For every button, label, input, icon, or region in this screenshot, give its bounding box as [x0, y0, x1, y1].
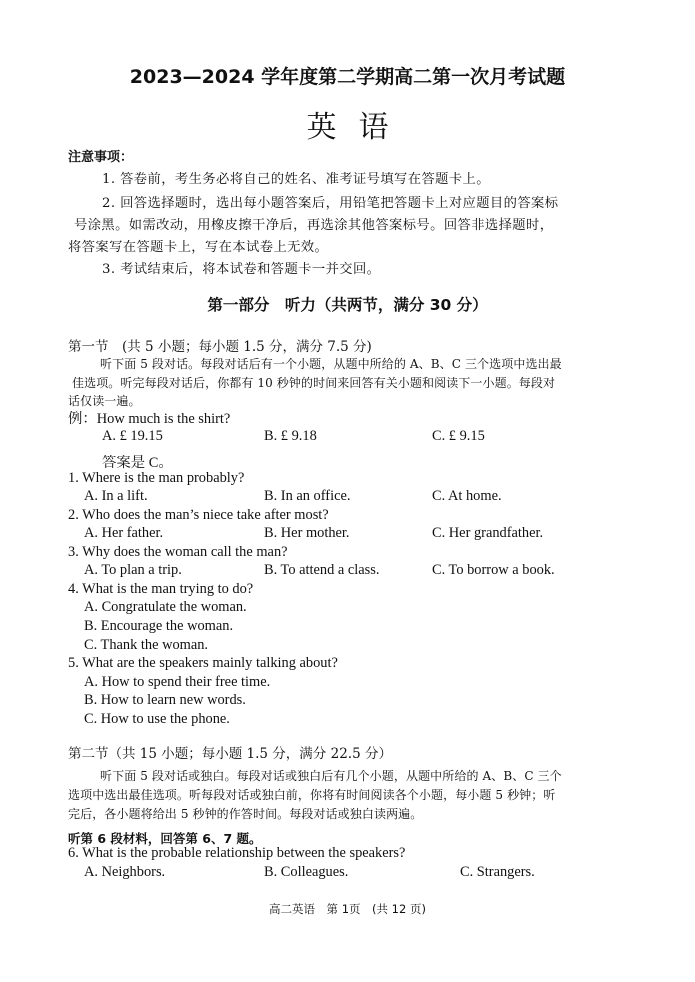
page-footer: 高二英语 第 1页 (共 12 页) [269, 902, 426, 916]
note-line: 3. 考试结束后，将本试卷和答题卡一并交回。 [102, 262, 381, 277]
note-line: 将答案写在答题卡上，写在本试卷上无效。 [68, 240, 329, 255]
question-6: 6. What is the probable relationship between the speakers? [68, 845, 406, 861]
question-2: 2. Who does the man’s niece take after most? [68, 507, 329, 523]
section2-instruction: 选项中选出最佳选项。听每段对话或独白前，你将有时间阅读各个小题，每小题 5 秒钟；听 [68, 788, 556, 802]
section1-instruction: 听下面 5 段对话。每段对话后有一个小题，从题中所给的 A、B、C 三个选项中选出最 [100, 357, 562, 371]
q5-option-b: B. How to learn new words. [84, 692, 246, 708]
q3-option-c: C. To borrow a book. [432, 562, 555, 578]
example-option-b: B. £ 9.18 [264, 428, 317, 444]
q5-option-c: C. How to use the phone. [84, 711, 230, 727]
q3-option-b: B. To attend a class. [264, 562, 380, 578]
q2-option-b: B. Her mother. [264, 525, 350, 541]
example-question: 例：How much is the shirt? [68, 411, 231, 427]
q6-option-a: A. Neighbors. [84, 864, 166, 880]
part1-heading: 第一部分 听力（共两节，满分 30 分） [207, 296, 488, 314]
q4-option-b: B. Encourage the woman. [84, 618, 234, 634]
q6-option-b: B. Colleagues. [264, 864, 349, 880]
q1-option-c: C. At home. [432, 488, 502, 504]
q2-option-c: C. Her grandfather. [432, 525, 544, 541]
q2-option-a: A. Her father. [84, 525, 164, 541]
section1-instruction: 话仅读一遍。 [68, 394, 141, 408]
material-instruction: 听第 6 段材料，回答第 6、7 题。 [68, 831, 262, 846]
exam-title: 2023—2024 学年度第二学期高二第一次月考试题 [129, 66, 566, 88]
section2-heading: 第二节（共 15 小题；每小题 1.5 分，满分 22.5 分） [68, 746, 392, 762]
question-5: 5. What are the speakers mainly talking about? [68, 655, 338, 671]
question-4: 4. What is the man trying to do? [68, 581, 254, 597]
example-answer: 答案是 C。 [102, 455, 173, 471]
section2-instruction: 完后，各小题将给出 5 秒钟的作答时间。每段对话或独白读两遍。 [68, 807, 423, 821]
notes-heading: 注意事项： [68, 150, 134, 165]
section1-heading: 第一节 (共 5 小题；每小题 1.5 分，满分 7.5 分) [68, 339, 372, 355]
q3-option-a: A. To plan a trip. [84, 562, 182, 578]
q5-option-a: A. How to spend their free time. [84, 674, 271, 690]
question-1: 1. Where is the man probably? [68, 470, 245, 486]
subject-title: 英语 [306, 110, 411, 145]
q4-option-a: A. Congratulate the woman. [84, 599, 247, 615]
example-option-a: A. £ 19.15 [102, 428, 163, 444]
q1-option-b: B. In an office. [264, 488, 351, 504]
section1-instruction: 佳选项。听完每段对话后，你都有 10 秒钟的时间来回答有关小题和阅读下一小题。每段对 [72, 376, 556, 390]
section2-instruction: 听下面 5 段对话或独白。每段对话或独白后有几个小题，从题中所给的 A、B、C 三个 [100, 769, 562, 783]
note-line: 2. 回答选择题时，选出每小题答案后，用铅笔把答题卡上对应题目的答案标 [102, 196, 559, 211]
q1-option-a: A. In a lift. [84, 488, 148, 504]
question-3: 3. Why does the woman call the man? [68, 544, 288, 560]
q6-option-c: C. Strangers. [460, 864, 535, 880]
note-line: 1. 答卷前，考生务必将自己的姓名、准考证号填写在答题卡上。 [102, 172, 490, 187]
note-line: 号涂黑。如需改动，用橡皮擦干净后，再选涂其他答案标号。回答非选择题时， [74, 218, 554, 233]
example-option-c: C. £ 9.15 [432, 428, 485, 444]
q4-option-c: C. Thank the woman. [84, 637, 209, 653]
